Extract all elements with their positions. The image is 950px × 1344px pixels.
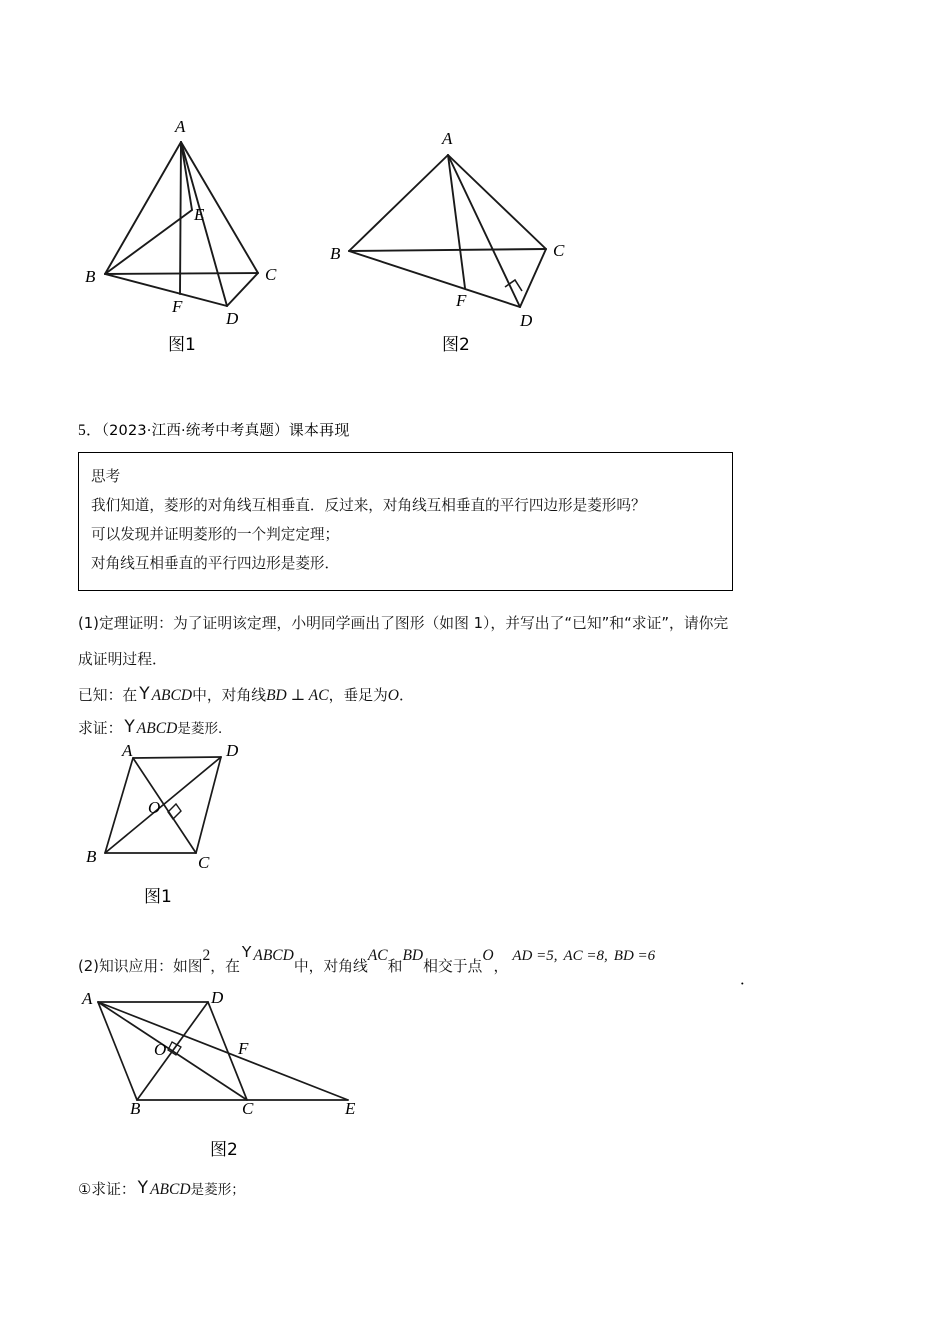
figure-part2-label-F: F <box>238 1039 249 1058</box>
figure-part1-label-O: O <box>148 798 161 817</box>
figure-top-2-label-D: D <box>520 311 533 330</box>
figure-top-2-caption: 图2 <box>442 335 470 355</box>
figure-top-1-svg <box>80 110 320 330</box>
figure-top-2-label-B: B <box>330 244 341 263</box>
part2-and: 和 <box>387 958 403 975</box>
part1-known-line <box>78 684 414 705</box>
figure-part2-label-A: A <box>82 990 93 1008</box>
figure-part1-label-A: A <box>122 742 133 760</box>
think-box-line-2: 可以发现并证明菱形的一个判定定理； <box>91 526 340 543</box>
figure-top-1-label-A: A <box>175 117 186 136</box>
figure-top-2-label-F: F <box>456 291 467 310</box>
figure-part1-svg <box>80 742 280 872</box>
figure-part1-label-C: C <box>198 853 210 872</box>
part2-mid: 中，对角线 <box>293 958 368 975</box>
figure-part1-caption: 图1 <box>144 887 172 907</box>
figure-top-2 <box>330 110 590 360</box>
figure-top-1-label-B: B <box>85 267 96 286</box>
prove-quad: ABCD <box>136 720 178 737</box>
part3-tail: 是菱形； <box>190 1182 245 1198</box>
figure-part2-caption: 图2 <box>210 1140 238 1160</box>
figure-part2-label-O: O <box>154 1040 167 1059</box>
figure-top-2-label-A: A <box>442 129 453 148</box>
part2-value-bd: BD =6 <box>613 948 656 964</box>
figure-top-1-label-C: C <box>265 265 277 284</box>
part1-line1 <box>78 612 728 633</box>
question-number: 5． <box>78 422 102 439</box>
part3-marker: ① <box>78 1181 92 1198</box>
figure-part2-label-C: C <box>242 1099 254 1115</box>
known-tail: ，垂足为 <box>328 687 388 704</box>
known-period: ． <box>398 687 414 704</box>
figure-part1-label-B: B <box>86 847 97 866</box>
known-quad: ABCD <box>151 687 193 704</box>
part1-prove-line <box>78 717 232 738</box>
part2-diagonal-bd: BD <box>402 947 424 964</box>
part2-value-ac: AC =8, <box>563 948 608 964</box>
part1-line2: 成证明过程． <box>78 651 167 668</box>
parallelogram-symbol: Y <box>139 684 150 704</box>
question-heading <box>78 418 350 440</box>
known-perpendicular: BD ⊥ AC <box>266 687 329 704</box>
part2-prefix: (2)知识应用：如图 <box>78 958 203 975</box>
prove-label: 求证： <box>78 720 123 737</box>
known-label: 已知：在 <box>78 687 138 704</box>
think-box-title: 思考 <box>91 468 121 485</box>
figure-part2-label-B: B <box>130 1099 141 1115</box>
figure-part2-svg <box>80 990 380 1115</box>
figure-top-1-label-F: F <box>172 297 183 316</box>
question-source: （2023·江西·统考中考真题） <box>101 423 289 439</box>
part3-label: 求证： <box>91 1181 136 1198</box>
figure-part2 <box>80 990 380 1170</box>
parallelogram-symbol-4: Y <box>137 1178 149 1198</box>
think-box-line-1: 我们知道，菱形的对角线互相垂直．反过来，对角线互相垂直的平行四边形是菱形吗？ <box>91 497 646 514</box>
figure-part1-label-D: D <box>226 742 239 760</box>
prove-tail: 是菱形． <box>177 721 232 737</box>
part1-line1-tail: 证”，请你完 <box>646 615 729 632</box>
part2-comma1: ，在 <box>210 958 240 975</box>
think-box <box>78 452 733 591</box>
part2-value-ad: AD =5, <box>512 948 558 964</box>
question-topic: 课本再现 <box>288 421 350 439</box>
figure-part2-label-D: D <box>211 990 224 1007</box>
part2-comma2: ， <box>493 958 509 975</box>
part2-line <box>78 943 656 976</box>
part2-quad: ABCD <box>253 947 294 964</box>
part3-quad: ABCD <box>150 1181 191 1198</box>
part2-diagonal-ac: AC <box>367 947 388 964</box>
parallelogram-symbol-2: Y <box>124 717 135 737</box>
part1-line1-text: (1)定理证明：为了证明该定理，小明同学画出了图形（如图 1），并写出了“已知”和“求 <box>78 615 647 632</box>
part2-period: ． <box>740 972 756 988</box>
known-foot-point: O <box>387 687 399 704</box>
figure-top-2-svg <box>330 110 590 330</box>
part2-meet: 相交于点 <box>423 958 483 975</box>
figure-top-1-label-D: D <box>226 309 239 328</box>
figure-part2-label-E: E <box>345 1099 356 1115</box>
figure-top-2-label-C: C <box>553 241 565 260</box>
known-mid: 中，对角线 <box>192 687 267 704</box>
parallelogram-symbol-3: Y <box>241 943 252 961</box>
think-box-line-3: 对角线互相垂直的平行四边形是菱形． <box>91 555 340 572</box>
figure-part1 <box>80 742 280 912</box>
part2-point-o: O <box>482 947 494 964</box>
part3-line <box>78 1178 245 1199</box>
figure-top-1-label-E: E <box>194 205 205 224</box>
figure-top-1 <box>80 110 320 360</box>
part2-fig-num: 2 <box>202 947 211 964</box>
figure-top-1-caption: 图1 <box>168 335 196 355</box>
